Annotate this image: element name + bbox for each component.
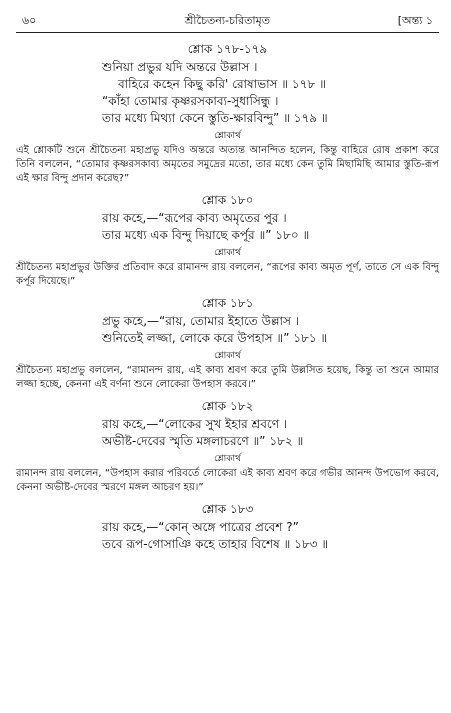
verse-section-178-179: [16, 41, 439, 186]
verse-line: বাহিরে কহেন কিছু করি' রোষাভাস ॥ ১৭৮ ॥: [118, 77, 326, 91]
chapter-marker: [অন্ত্য ১: [397, 14, 433, 27]
page-number: ৬০: [22, 14, 37, 27]
running-header: [16, 8, 439, 30]
verse-line: রায় কহে,—“কোন্ অঙ্গে পাত্রের প্রবেশ ?”: [102, 520, 299, 534]
verse-section-180: [16, 192, 439, 289]
book-title: শ্রীচৈতন্য-চরিতামৃত: [185, 14, 270, 27]
verse-line: রায় কহে,—“রূপের কাব্য অমৃতের পুর ।: [102, 211, 287, 225]
verse-heading: শ্লোক ১৮২: [201, 399, 254, 413]
header-rule: [16, 32, 439, 33]
verse-section-183: [16, 501, 439, 553]
verse-section-181: [16, 295, 439, 392]
verse-text: [16, 313, 439, 347]
verse-line: তবে রূপ-গোসাঞি কহে তাহার বিশেষ ॥ ১৮৩ ॥: [102, 537, 329, 551]
verse-line: শুনিতেই লজ্জা, লোকে করে উপহাস ॥” ১৮১ ॥: [102, 331, 328, 345]
verse-heading: শ্লোক ১৭৮-১৭৯: [187, 42, 268, 56]
verse-text: [16, 416, 439, 450]
translation-text: শ্রীচৈতন্য মহাপ্রভু বললেন, “রামানন্দ রায়, এই কাব্য শ্রবণ করে তুমি উল্লসিত হয়েছ, কিন্তু তা শুনে আমার লজ্জা হচ্ছে, কেননা এই বর্ণনা শুনে লোকেরা উপহাস করবে।”: [16, 365, 439, 390]
verse-line: “কাঁহা তোমার কৃষ্ণরসকাব্য-সুধাসিন্ধু ।: [102, 94, 279, 108]
verse-line: প্রভু কহে,—“রায়, তোমার ইহাতে উল্লাস ।: [102, 314, 300, 328]
translation-text: শ্রীচৈতন্য মহাপ্রভুর উক্তির প্রতিবাদ করে রামানন্দ রায় বললেন, “রূপের কাব্য অমৃত পূর্ণ, তাতে সে এক বিন্দু কর্পূর দিয়েছে।”: [16, 262, 439, 287]
verse-line: রায় কহে,—“লোকের সুখ ইহার শ্রবণে ।: [102, 417, 288, 431]
translation-label: শ্লোকার্থ: [214, 454, 241, 464]
translation-text: এই শ্লোকটি শুনে শ্রীচৈতন্য মহাপ্রভু যদিও অন্তরে অত্যন্ত আনন্দিত হলেন, কিন্তু বাহিরে রোষ প্রকাশ করে তিনি বললেন, “তোমার কৃষ্ণরসকাব্য অমৃতের সমুদ্রের মতো, তার মধ্যে কেন তুমি মিছামিছি আমার স্তুতি-রূপ এই ক্ষার বিন্দু প্রদান করেছ?”: [16, 145, 439, 184]
verse-heading: শ্লোক ১৮১: [201, 296, 254, 310]
translation-label: শ্লোকার্থ: [214, 248, 241, 258]
verse-text: [16, 519, 439, 553]
verse-text: [16, 210, 439, 244]
verse-heading: শ্লোক ১৮৩: [201, 502, 254, 516]
verse-line: তার মধ্যে এক বিন্দু দিয়াছে কর্পূর ॥” ১৮০ ॥: [102, 228, 310, 242]
verse-line: শুনিয়া প্রভুর যদি অন্তরে উল্লাস ।: [102, 60, 258, 74]
verse-section-182: [16, 398, 439, 495]
verse-heading: শ্লোক ১৮০: [201, 193, 254, 207]
verse-line: তার মধ্যে মিথ্যা কেনে স্তুতি-ক্ষারবিন্দু” ॥ ১৭৯ ॥: [102, 111, 328, 125]
translation-label: শ্লোকার্থ: [214, 351, 241, 361]
translation-text: রামানন্দ রায় বললেন, “উপহাস করার পরিবর্তে লোকেরা এই কাব্য শ্রবণ করে গভীর আনন্দ উপভোগ করবে, কেননা অভীষ্ট-দেবের স্মরণে মঙ্গল আচরণ হয়।”: [16, 468, 439, 493]
verse-line: অভীষ্ট-দেবের স্মৃতি মঙ্গলাচরণে ॥” ১৮২ ॥: [102, 434, 304, 448]
verse-text: [16, 59, 439, 127]
translation-label: শ্লোকার্থ: [214, 131, 241, 141]
